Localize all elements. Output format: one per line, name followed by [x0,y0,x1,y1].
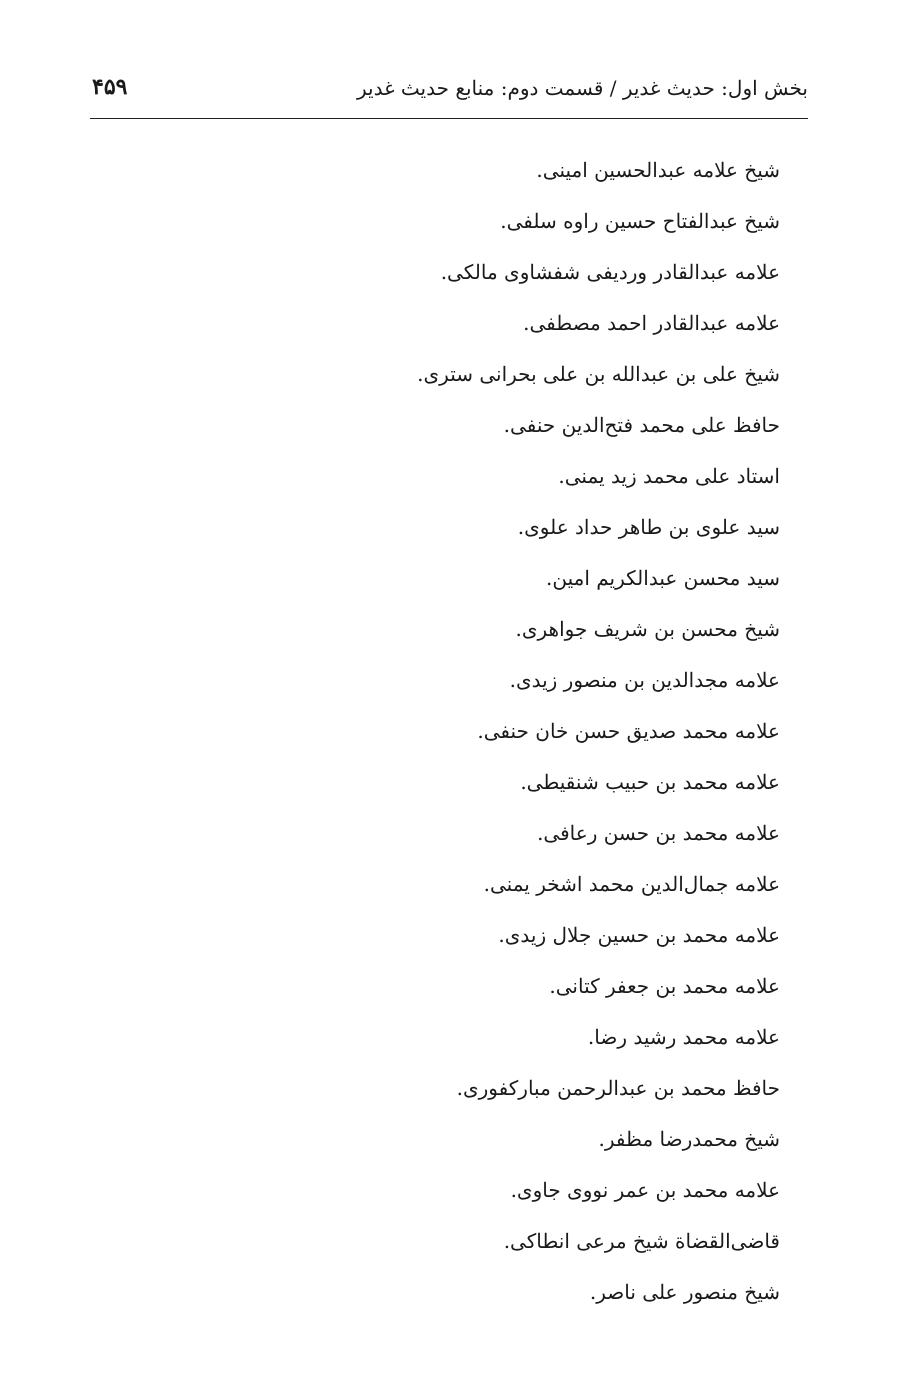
header-title: بخش اول: حدیث غدیر / قسمت دوم: منابع حدیث غدیر [356,76,808,100]
running-header [90,70,808,119]
scholar-list [140,145,780,1318]
list-item: شیخ عبدالفتاح حسین راوه سلفی. [500,209,780,233]
list-item: شیخ علی بن عبدالله بن علی بحرانی ستری. [417,362,780,386]
list-item: علامه عبدالقادر احمد مصطفی. [523,311,780,335]
list-item: شیخ محمدرضا مظفر. [598,1127,780,1151]
list-item: شیخ علامه عبدالحسین امینی. [536,158,780,182]
list-item: علامه محمد بن حسین جلال زیدی. [498,923,780,947]
list-item: علامه محمد رشید رضا. [587,1025,780,1049]
list-item: قاضی‌القضاة شیخ مرعی انطاکی. [503,1229,780,1253]
list-item: حافظ محمد بن عبدالرحمن مبارکفوری. [456,1076,780,1100]
list-item: علامه محمد بن حبیب شنقیطی. [520,770,780,794]
list-item: شیخ منصور علی ناصر. [589,1280,780,1304]
list-item: علامه محمد بن حسن رعافی. [537,821,780,845]
list-item: علامه محمد صدیق حسن خان حنفی. [477,719,780,743]
list-item: سید علوی بن طاهر حداد علوی. [517,515,780,539]
list-item: سید محسن عبدالکریم امین. [545,566,780,590]
list-item: علامه محمد بن جعفر کتانی. [549,974,780,998]
list-item: استاد علی محمد زید یمنی. [558,464,780,488]
list-item: علامه جمال‌الدین محمد اشخر یمنی. [483,872,780,896]
list-item: علامه عبدالقادر وردیفی شفشاوی مالکی. [440,260,780,284]
page-number: ۴۵۹ [92,74,128,100]
list-item: علامه محمد بن عمر نووی جاوی. [510,1178,780,1202]
list-item: علامه مجدالدین بن منصور زیدی. [509,668,780,692]
list-item: حافظ علی محمد فتح‌الدین حنفی. [503,413,780,437]
list-item: شیخ محسن بن شریف جواهری. [515,617,780,641]
